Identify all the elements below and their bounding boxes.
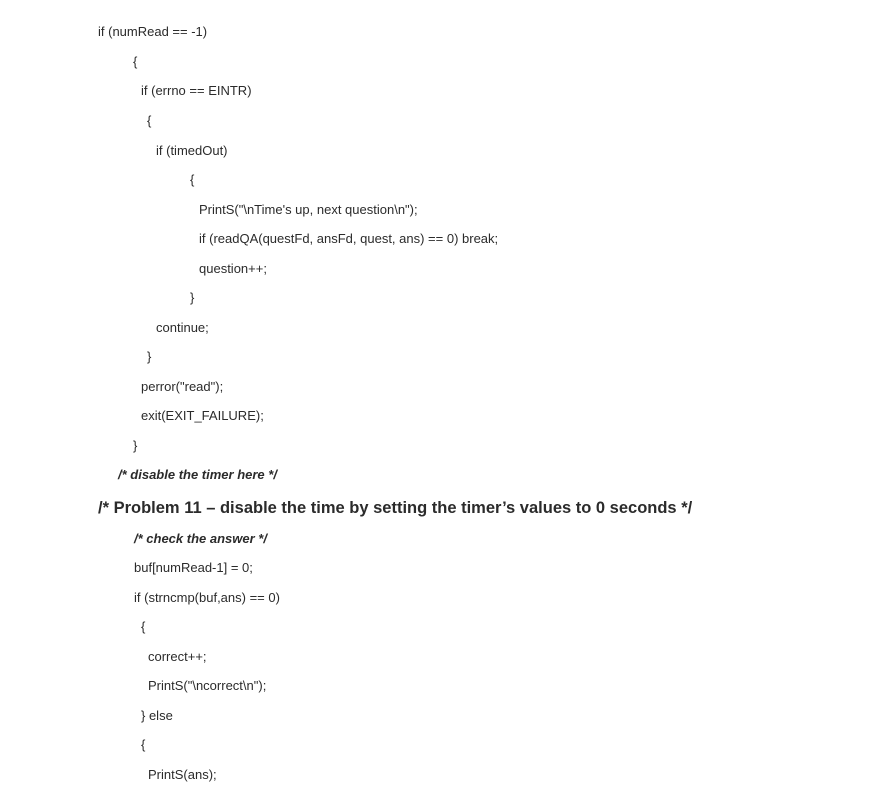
code-line: exit(EXIT_FAILURE); bbox=[141, 408, 264, 423]
code-line: { bbox=[147, 113, 152, 128]
code-line: if (timedOut) bbox=[156, 143, 228, 158]
code-line: { bbox=[141, 737, 146, 752]
code-comment: /* check the answer */ bbox=[134, 531, 267, 546]
code-line: } bbox=[190, 290, 195, 305]
code-line: question++; bbox=[199, 261, 267, 276]
code-line: buf[numRead-1] = 0; bbox=[134, 560, 253, 575]
code-line: if (numRead == -1) bbox=[98, 24, 208, 39]
code-line: { bbox=[141, 619, 146, 634]
code-line: if (strncmp(buf,ans) == 0) bbox=[134, 590, 280, 605]
code-line: if (errno == EINTR) bbox=[141, 83, 252, 98]
code-line: PrintS("\ncorrect\n"); bbox=[148, 678, 267, 693]
code-comment: /* disable the timer here */ bbox=[118, 467, 277, 482]
code-line: PrintS("\nTime's up, next question\n"); bbox=[199, 202, 418, 217]
code-line: perror("read"); bbox=[141, 379, 224, 394]
code-line: } bbox=[133, 438, 138, 453]
code-line: continue; bbox=[156, 320, 209, 335]
code-line: { bbox=[190, 172, 195, 187]
code-line: correct++; bbox=[148, 649, 207, 664]
code-line: PrintS(ans); bbox=[148, 767, 217, 782]
code-line: } bbox=[147, 349, 152, 364]
code-line: { bbox=[133, 54, 138, 69]
code-line: if (readQA(questFd, ansFd, quest, ans) == 0) break; bbox=[199, 231, 499, 246]
code-line: } else bbox=[141, 708, 173, 723]
problem-heading: /* Problem 11 – disable the time by setting the timer’s values to 0 seconds */ bbox=[98, 499, 693, 517]
